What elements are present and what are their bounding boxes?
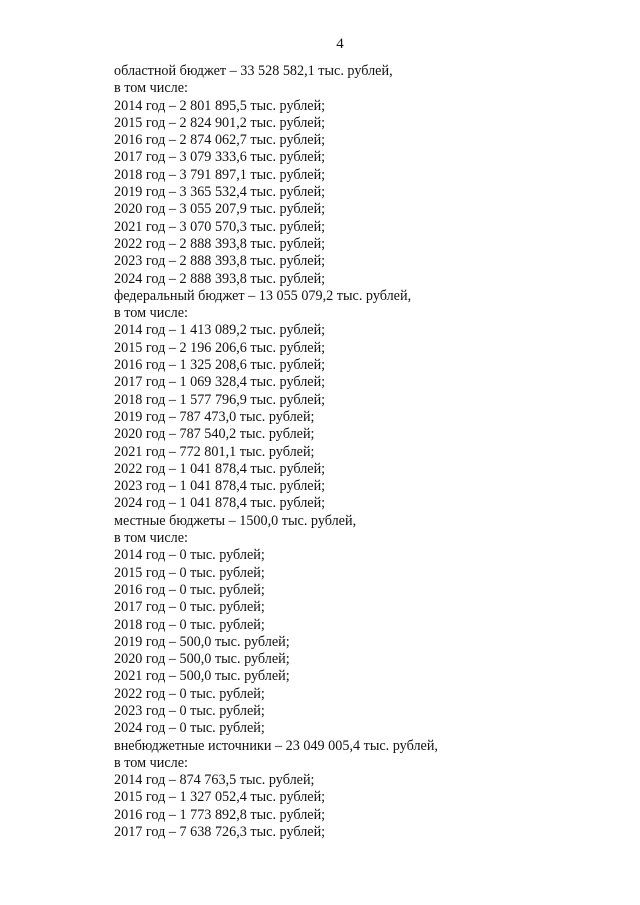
federal-budget-2024: 2024 год – 1 041 878,4 тыс. рублей;	[114, 495, 326, 512]
federal-budget-2022: 2022 год – 1 041 878,4 тыс. рублей;	[114, 460, 326, 477]
local-budgets-2023: 2023 год – 0 тыс. рублей;	[114, 702, 265, 719]
local-budgets-2021: 2021 год – 500,0 тыс. рублей;	[114, 668, 290, 685]
local-budgets-2018: 2018 год – 0 тыс. рублей;	[114, 616, 265, 633]
regional-budget-2015: 2015 год – 2 824 901,2 тыс. рублей;	[114, 114, 326, 131]
regional-budget-2018: 2018 год – 3 791 897,1 тыс. рублей;	[114, 166, 326, 183]
local-budgets-2019: 2019 год – 500,0 тыс. рублей;	[114, 633, 290, 650]
extrabudgetary-sources-2017: 2017 год – 7 638 726,3 тыс. рублей;	[114, 824, 326, 841]
regional-budget-total: областной бюджет – 33 528 582,1 тыс. рублей,	[114, 63, 393, 79]
federal-budget-2019: 2019 год – 787 473,0 тыс. рублей;	[114, 408, 315, 425]
federal-budget-2015: 2015 год – 2 196 206,6 тыс. рублей;	[114, 339, 326, 356]
federal-budget-2016: 2016 год – 1 325 208,6 тыс. рублей;	[114, 357, 326, 374]
document-body	[114, 63, 614, 841]
federal-budget-2014: 2014 год – 1 413 089,2 тыс. рублей;	[114, 322, 326, 339]
federal-budget-2021: 2021 год – 772 801,1 тыс. рублей;	[114, 443, 315, 460]
regional-budget-2019: 2019 год – 3 365 532,4 тыс. рублей;	[114, 184, 326, 201]
local-budgets-2015: 2015 год – 0 тыс. рублей;	[114, 564, 265, 581]
extrabudgetary-sources-total: внебюджетные источники – 23 049 005,4 тыс. рублей,	[114, 737, 438, 754]
including-label: в том числе:	[114, 305, 188, 322]
local-budgets-total: местные бюджеты – 1500,0 тыс. рублей,	[114, 512, 357, 529]
including-label: в том числе:	[114, 754, 188, 771]
including-label: в том числе:	[114, 530, 188, 547]
federal-budget-2023: 2023 год – 1 041 878,4 тыс. рублей;	[114, 478, 326, 495]
regional-budget-2023: 2023 год – 2 888 393,8 тыс. рублей;	[114, 253, 326, 270]
page-number: 4	[336, 36, 344, 52]
local-budgets-2016: 2016 год – 0 тыс. рублей;	[114, 581, 265, 598]
local-budgets-2017: 2017 год – 0 тыс. рублей;	[114, 599, 265, 616]
regional-budget-2021: 2021 год – 3 070 570,3 тыс. рублей;	[114, 218, 326, 235]
regional-budget-2020: 2020 год – 3 055 207,9 тыс. рублей;	[114, 201, 326, 218]
local-budgets-2024: 2024 год – 0 тыс. рублей;	[114, 720, 265, 737]
extrabudgetary-sources-2016: 2016 год – 1 773 892,8 тыс. рублей;	[114, 806, 326, 823]
local-budgets-2022: 2022 год – 0 тыс. рублей;	[114, 685, 265, 702]
extrabudgetary-sources-2015: 2015 год – 1 327 052,4 тыс. рублей;	[114, 789, 326, 806]
extrabudgetary-sources-2014: 2014 год – 874 763,5 тыс. рублей;	[114, 772, 315, 789]
regional-budget-2017: 2017 год – 3 079 333,6 тыс. рублей;	[114, 149, 326, 166]
federal-budget-2017: 2017 год – 1 069 328,4 тыс. рублей;	[114, 374, 326, 391]
regional-budget-2022: 2022 год – 2 888 393,8 тыс. рублей;	[114, 235, 326, 252]
federal-budget-2020: 2020 год – 787 540,2 тыс. рублей;	[114, 426, 315, 443]
including-label: в том числе:	[114, 80, 188, 97]
federal-budget-2018: 2018 год – 1 577 796,9 тыс. рублей;	[114, 391, 326, 408]
regional-budget-2024: 2024 год – 2 888 393,8 тыс. рублей;	[114, 270, 326, 287]
federal-budget-total: федеральный бюджет – 13 055 079,2 тыс. рублей,	[114, 287, 412, 304]
local-budgets-2014: 2014 год – 0 тыс. рублей;	[114, 547, 265, 564]
local-budgets-2020: 2020 год – 500,0 тыс. рублей;	[114, 651, 290, 668]
regional-budget-2014: 2014 год – 2 801 895,5 тыс. рублей;	[114, 97, 326, 114]
regional-budget-2016: 2016 год – 2 874 062,7 тыс. рублей;	[114, 132, 326, 149]
